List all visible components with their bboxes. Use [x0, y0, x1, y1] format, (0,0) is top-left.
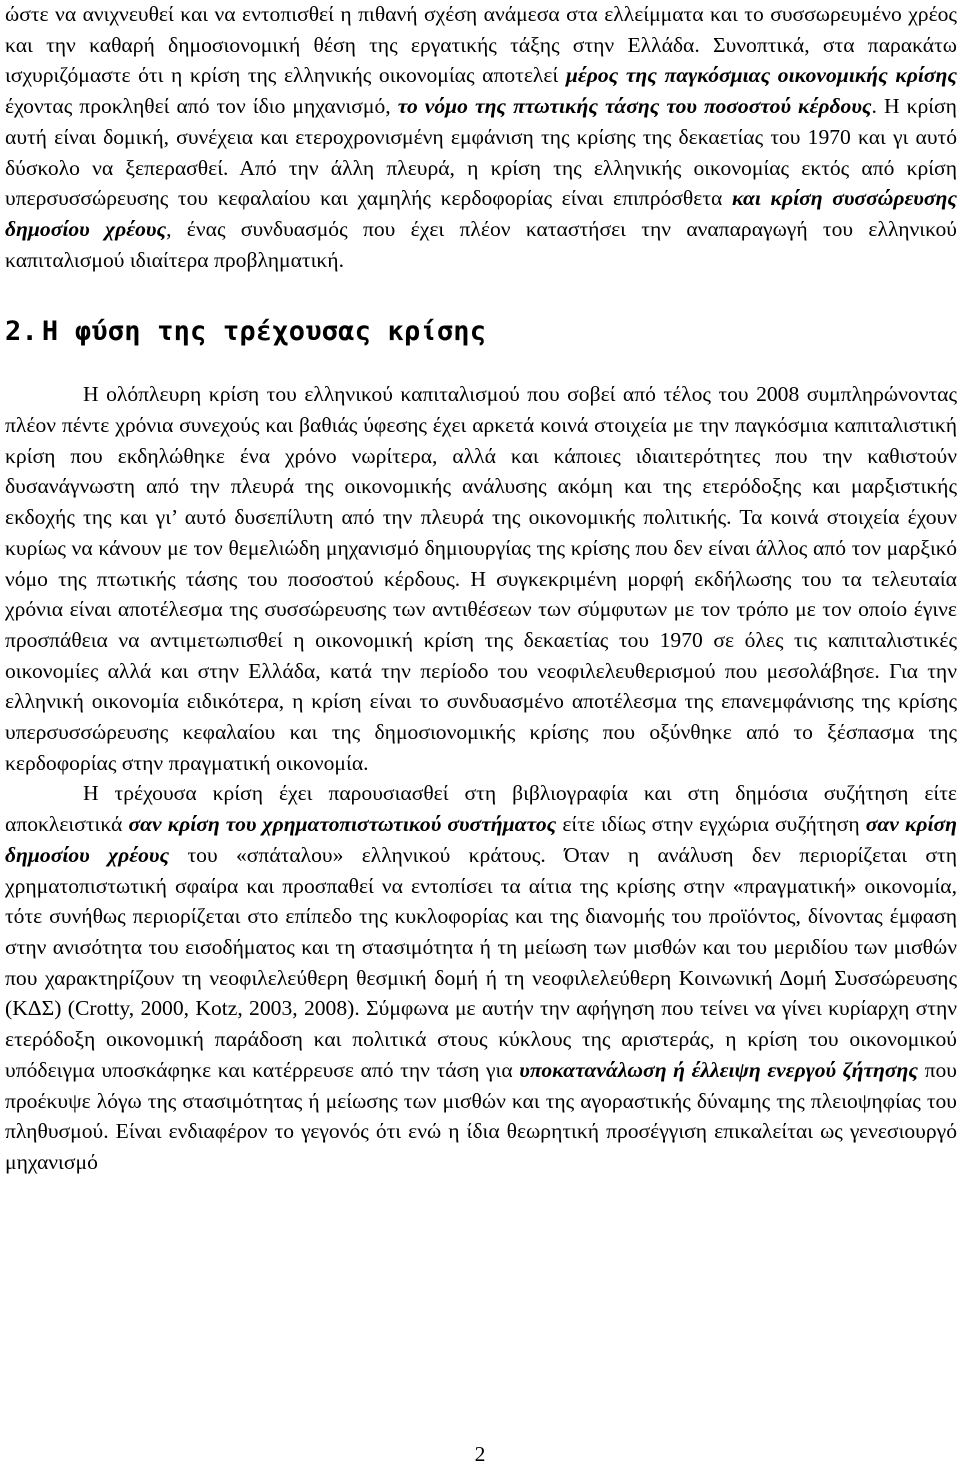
body-text: που προέκυψε λόγω της στασιμότητας ή μείωσης των μισθών και της αγοραστικής δύναμης της πλειοψηφίας του πληθυσμού. Είναι ενδιαφέρον το γεγονός ότι ενώ η ίδια θεωρητική προσέγγιση επικαλείται ως γενεσιουργό μηχανισμό [5, 1057, 957, 1174]
paragraph-nature [5, 379, 957, 778]
document-page [5, 0, 957, 1178]
body-text: είτε ιδίως στην εγχώρια συζήτηση [556, 812, 866, 837]
page-number: 2 [474, 1442, 486, 1466]
section-heading [5, 315, 957, 349]
emphasis-text: σαν κρίση του χρηματοπιστωτικού συστήματος [128, 812, 557, 837]
body-text: έχοντας προκληθεί από τον ίδιο μηχανισμό, [5, 94, 398, 119]
section-title: Η φύση της τρέχουσας κρίσης [41, 316, 487, 348]
body-text: του «σπάταλου» ελληνικού κράτους. Όταν η ανάλυση δεν περιορίζεται στη χρηματοπιστωτική σφαίρα και προσπαθεί να εντοπίσει τα αίτια της κρίσης στην «πραγματική» οικονομία, τότε συνήθως περιορίζεται στο επίπεδο της κυκλοφορίας και της διανομής του προϊόντος, δίνοντας έμφαση στην ανισότητα του εισοδήματος και τη στασιμότητα ή τη μείωση των μισθών και του μεριδίου των μισθών που χαρακτηρίζουν τη νεοφιλελεύθερη θεσμική δομή ή τη νεοφιλελεύθερη Κοινωνική Δομή Συσσώρευσης (ΚΔΣ) (Crotty, 2000, Kotz, 2003, 2008). Σύμφωνα με αυτήν την αφήγηση που τείνει να γίνει κυρίαρχη στην ετερόδοξη οικονομική παράδοση και πολιτικά στους κύκλους της αριστεράς, η κρίση του οικονομικού υπόδειγμα υποσκάφηκε και κατέρρευσε από την τάση για [5, 842, 957, 1082]
body-text: Η τρέχουσα κρίση έχει παρουσιασθεί στη βιβλιογραφία και στη δημόσια συζήτηση είτε αποκλειστικά [5, 781, 957, 837]
section-number: 2. [5, 316, 38, 348]
paragraph-intro [5, 0, 957, 275]
emphasis-text: το νόμο της πτωτικής τάσης του ποσοστού κέρδους [397, 94, 872, 119]
paragraph-current [5, 778, 957, 1177]
emphasis-text: μέρος της παγκόσμιας οικονομικής κρίσης [565, 63, 957, 88]
body-text: Η ολόπλευρη κρίση του ελληνικού καπιταλισμού που σοβεί από τέλος του 2008 συμπληρώνοντας πλέον πέντε χρόνια συνεχούς και βαθιάς ύφεσης έχει αρκετά κοινά στοιχεία με την παγκόσμια καπιταλιστική κρίση που εκδηλώθηκε ένα χρόνο νωρίτερα, αλλά και κάποιες ιδιαιτερότητες που την καθιστούν δυσανάγνωστη από την πλευρά της οικονομικής ανάλυσης ακόμη και της ετερόδοξης και μαρξιστικής εκδοχής της και γι’ αυτό δυσεπίλυτη από την πλευρά της οικονομικής πολιτικής. Τα κοινά στοιχεία έχουν κυρίως να κάνουν με τον θεμελιώδη μηχανισμό δημιουργίας της κρίσης που δεν είναι άλλος από τον μαρξικό νόμο της πτωτικής τάσης του ποσοστού κέρδους. Η συγκεκριμένη μορφή εκδήλωσης του τα τελευταία χρόνια είναι αποτέλεσμα της συσσώρευσης των αντιθέσεων των σύμφυτων με τον τρόπο με τον οποίο έγινε προσπάθεια να αντιμετωπισθεί η οικονομική κρίση της δεκαετίας του 1970 σε όλες τις καπιταλιστικές οικονομίες αλλά και στην Ελλάδα, κατά την περίοδο του νεοφιλελευθερισμού που μεσολάβησε. Για την ελληνική οικονομία ειδικότερα, η κρίση είναι το συνδυασμένο αποτέλεσμα της επανεμφάνισης της κρίσης υπερσυσσώρευσης κεφαλαίου και της δημοσιονομικής κρίσης που οξύνθηκε από το ξέσπασμα της κερδοφορίας στην πραγματική οικονομία. [5, 382, 957, 775]
body-text: , ένας συνδυασμός που έχει πλέον καταστήσει την αναπαραγωγή του ελληνικού καπιταλισμού ιδιαίτερα προβληματική. [5, 216, 957, 272]
body-text: . Η κρίση αυτή είναι δομική, συνέχεια και ετεροχρονισμένη εμφάνιση της κρίσης της δεκαετίας του 1970 και γι αυτό δύσκολο να ξεπερασθεί. Από την άλλη πλευρά, η κρίση της ελληνικής οικονομίας εκτός από κρίση υπερσυσσώρευσης του κεφαλαίου και χαμηλής κερδοφορίας είναι επιπρόσθετα [5, 94, 957, 211]
emphasis-text: υποκατανάλωση ή έλλειψη ενεργού ζήτησης [519, 1057, 919, 1082]
emphasis-text: και κρίση συσσώρευσης δημοσίου χρέους [5, 186, 957, 241]
body-text: ώστε να ανιχνευθεί και να εντοπισθεί η πιθανή σχέση ανάμεσα στα ελλείμματα και το συσσωρευμένο χρέος και την καθαρή δημοσιονομική θέση της εργατικής τάξης στην Ελλάδα. Συνοπτικά, στα παρακάτω ισχυριζόμαστε ότι η κρίση της ελληνικής οικονομίας αποτελεί [5, 2, 957, 88]
emphasis-text: σαν κρίση δημοσίου χρέους [5, 812, 958, 867]
